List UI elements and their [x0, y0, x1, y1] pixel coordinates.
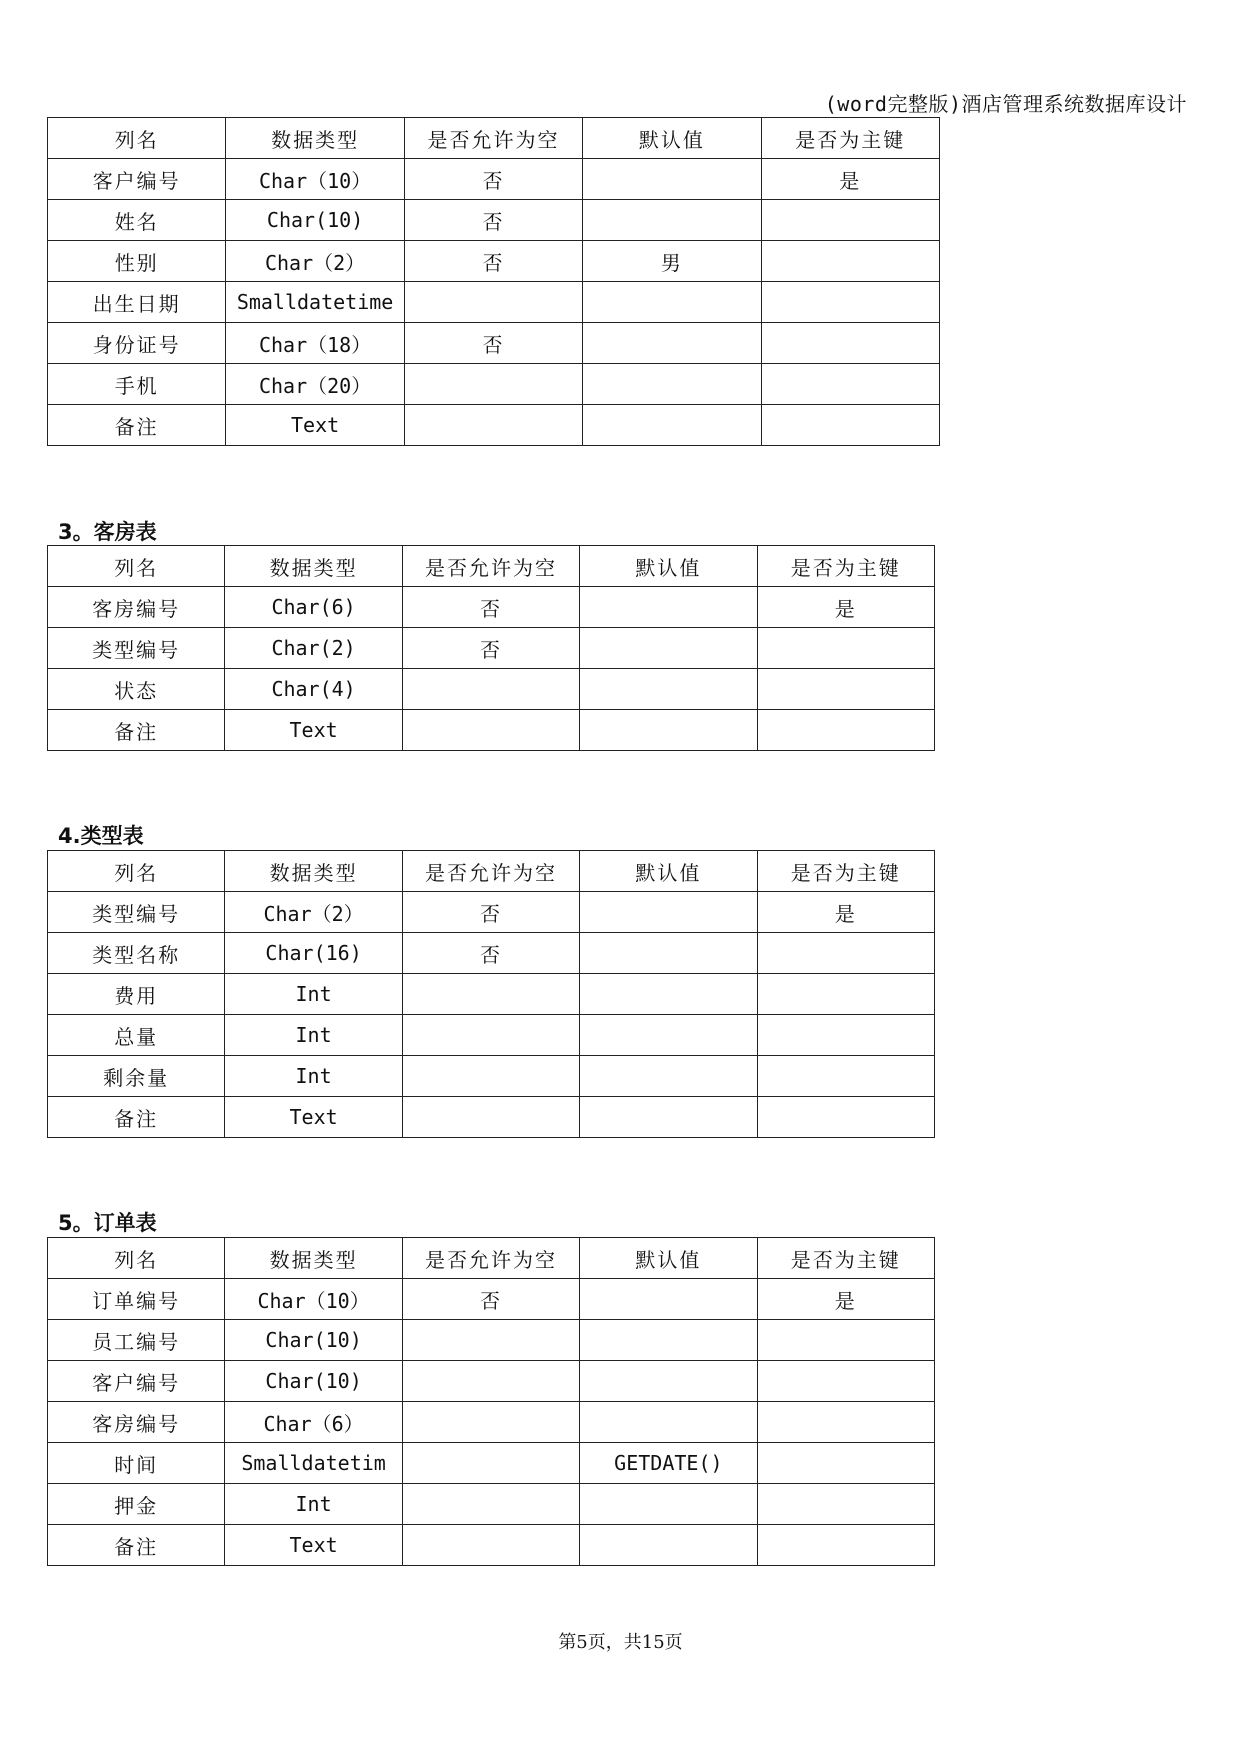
primary-key-cell: [757, 974, 934, 1015]
data-type-cell: Smalldatetim: [225, 1443, 402, 1484]
document-header: (word完整版)酒店管理系统数据库设计: [824, 92, 1187, 116]
column-name-cell: 客户编号: [48, 159, 226, 200]
column-header: 默认值: [580, 1238, 757, 1279]
primary-key-cell: [761, 323, 939, 364]
column-name-cell: 备注: [48, 710, 225, 751]
column-name-cell: 姓名: [48, 200, 226, 241]
column-name-cell: 押金: [48, 1484, 225, 1525]
nullable-cell: 否: [402, 587, 579, 628]
nullable-cell: 否: [404, 200, 582, 241]
table-header-row: [48, 851, 935, 892]
table-row: [48, 282, 940, 323]
table-row: [48, 710, 935, 751]
nullable-cell: 否: [402, 892, 579, 933]
data-type-cell: Char（10）: [225, 1279, 402, 1320]
column-header: 是否允许为空: [402, 851, 579, 892]
table-row: [48, 159, 940, 200]
primary-key-cell: 是: [757, 892, 934, 933]
primary-key-cell: [761, 282, 939, 323]
column-name-cell: 身份证号: [48, 323, 226, 364]
customer-table: [47, 117, 940, 446]
nullable-cell: [402, 1015, 579, 1056]
data-type-cell: Int: [225, 974, 402, 1015]
column-name-cell: 员工编号: [48, 1320, 225, 1361]
table-row: [48, 200, 940, 241]
column-header: 默认值: [580, 546, 757, 587]
data-type-cell: Char（18）: [226, 323, 404, 364]
primary-key-cell: 是: [761, 159, 939, 200]
table-row: [48, 1056, 935, 1097]
column-header: 数据类型: [225, 851, 402, 892]
default-value-cell: [580, 1361, 757, 1402]
table-row: [48, 364, 940, 405]
table-row: [48, 1484, 935, 1525]
data-type-cell: Int: [225, 1484, 402, 1525]
data-type-cell: Int: [225, 1056, 402, 1097]
nullable-cell: [402, 1525, 579, 1566]
primary-key-cell: [757, 628, 934, 669]
nullable-cell: [402, 1402, 579, 1443]
data-type-cell: Text: [225, 710, 402, 751]
room-table: [47, 545, 935, 751]
column-header: 是否允许为空: [402, 1238, 579, 1279]
data-type-cell: Int: [225, 1015, 402, 1056]
default-value-cell: [583, 364, 761, 405]
nullable-cell: 否: [404, 241, 582, 282]
column-name-cell: 客房编号: [48, 587, 225, 628]
default-value-cell: [580, 1279, 757, 1320]
primary-key-cell: 是: [757, 1279, 934, 1320]
nullable-cell: [402, 1361, 579, 1402]
primary-key-cell: [761, 405, 939, 446]
table-row: [48, 1097, 935, 1138]
table-row: [48, 405, 940, 446]
default-value-cell: [580, 892, 757, 933]
nullable-cell: 否: [402, 933, 579, 974]
column-header: 是否为主键: [761, 118, 939, 159]
default-value-cell: [580, 933, 757, 974]
table-header-row: [48, 546, 935, 587]
nullable-cell: [402, 1097, 579, 1138]
default-value-cell: [580, 1525, 757, 1566]
column-header: 列名: [48, 1238, 225, 1279]
column-header: 列名: [48, 118, 226, 159]
default-value-cell: [583, 405, 761, 446]
column-name-cell: 状态: [48, 669, 225, 710]
column-name-cell: 性别: [48, 241, 226, 282]
table-row: [48, 933, 935, 974]
data-type-cell: Text: [226, 405, 404, 446]
primary-key-cell: [761, 200, 939, 241]
data-type-cell: Char（6）: [225, 1402, 402, 1443]
nullable-cell: [404, 364, 582, 405]
default-value-cell: [583, 323, 761, 364]
column-header: 列名: [48, 546, 225, 587]
page-footer: [0, 1628, 1241, 1654]
default-value-cell: [580, 1097, 757, 1138]
primary-key-cell: [757, 933, 934, 974]
column-name-cell: 类型名称: [48, 933, 225, 974]
default-value-cell: 男: [583, 241, 761, 282]
primary-key-cell: [757, 1525, 934, 1566]
table-row: [48, 628, 935, 669]
nullable-cell: [402, 974, 579, 1015]
table-row: [48, 1320, 935, 1361]
default-value-cell: [580, 669, 757, 710]
nullable-cell: 否: [402, 628, 579, 669]
nullable-cell: 否: [404, 323, 582, 364]
table-row: [48, 892, 935, 933]
column-name-cell: 手机: [48, 364, 226, 405]
data-type-cell: Text: [225, 1525, 402, 1566]
nullable-cell: [402, 1320, 579, 1361]
column-header: 是否为主键: [757, 1238, 934, 1279]
default-value-cell: [580, 1320, 757, 1361]
section-title-type-table: 4.类型表: [58, 824, 144, 848]
default-value-cell: [583, 159, 761, 200]
table-row: [48, 974, 935, 1015]
default-value-cell: [580, 628, 757, 669]
type-table: [47, 850, 935, 1138]
nullable-cell: [402, 1443, 579, 1484]
column-name-cell: 剩余量: [48, 1056, 225, 1097]
table-row: [48, 1279, 935, 1320]
primary-key-cell: [757, 710, 934, 751]
default-value-cell: [580, 710, 757, 751]
table-row: [48, 1443, 935, 1484]
section-title-room-table: 3。客房表: [58, 520, 157, 544]
column-header: 是否允许为空: [402, 546, 579, 587]
table-header-row: [48, 118, 940, 159]
data-type-cell: Char(10): [225, 1320, 402, 1361]
column-header: 数据类型: [225, 546, 402, 587]
nullable-cell: [402, 710, 579, 751]
default-value-cell: [580, 587, 757, 628]
column-name-cell: 订单编号: [48, 1279, 225, 1320]
data-type-cell: Char(6): [225, 587, 402, 628]
table-row: [48, 1361, 935, 1402]
data-type-cell: Char（2）: [225, 892, 402, 933]
default-value-cell: [583, 200, 761, 241]
column-header: 列名: [48, 851, 225, 892]
column-name-cell: 类型编号: [48, 628, 225, 669]
column-header: 默认值: [583, 118, 761, 159]
primary-key-cell: [757, 1402, 934, 1443]
table-row: [48, 1402, 935, 1443]
default-value-cell: [580, 1056, 757, 1097]
data-type-cell: Char（20）: [226, 364, 404, 405]
nullable-cell: [402, 669, 579, 710]
primary-key-cell: [757, 1056, 934, 1097]
data-type-cell: Char（10）: [226, 159, 404, 200]
primary-key-cell: [761, 364, 939, 405]
table-row: [48, 669, 935, 710]
table-header-row: [48, 1238, 935, 1279]
data-type-cell: Char(10): [226, 200, 404, 241]
table-row: [48, 1015, 935, 1056]
column-name-cell: 客房编号: [48, 1402, 225, 1443]
primary-key-cell: [761, 241, 939, 282]
column-name-cell: 备注: [48, 1097, 225, 1138]
nullable-cell: 否: [404, 159, 582, 200]
column-name-cell: 费用: [48, 974, 225, 1015]
data-type-cell: Char(4): [225, 669, 402, 710]
nullable-cell: [404, 282, 582, 323]
data-type-cell: Char(2): [225, 628, 402, 669]
data-type-cell: Text: [225, 1097, 402, 1138]
table-row: [48, 1525, 935, 1566]
default-value-cell: [580, 1015, 757, 1056]
column-name-cell: 时间: [48, 1443, 225, 1484]
primary-key-cell: [757, 1443, 934, 1484]
primary-key-cell: [757, 1361, 934, 1402]
table-row: [48, 241, 940, 282]
primary-key-cell: [757, 669, 934, 710]
default-value-cell: [580, 1484, 757, 1525]
column-name-cell: 出生日期: [48, 282, 226, 323]
column-name-cell: 总量: [48, 1015, 225, 1056]
data-type-cell: Char(16): [225, 933, 402, 974]
default-value-cell: [583, 282, 761, 323]
section-title-order-table: 5。订单表: [58, 1211, 157, 1235]
nullable-cell: [402, 1484, 579, 1525]
page-number-label: 第5页，共15页: [558, 1632, 683, 1653]
primary-key-cell: [757, 1015, 934, 1056]
column-name-cell: 备注: [48, 405, 226, 446]
default-value-cell: [580, 1402, 757, 1443]
order-table: [47, 1237, 935, 1566]
primary-key-cell: 是: [757, 587, 934, 628]
column-header: 数据类型: [225, 1238, 402, 1279]
default-value-cell: [580, 974, 757, 1015]
table-row: [48, 587, 935, 628]
data-type-cell: Char（2）: [226, 241, 404, 282]
default-value-cell: GETDATE(): [580, 1443, 757, 1484]
nullable-cell: [402, 1056, 579, 1097]
data-type-cell: Char(10): [225, 1361, 402, 1402]
primary-key-cell: [757, 1097, 934, 1138]
column-name-cell: 客户编号: [48, 1361, 225, 1402]
column-header: 是否为主键: [757, 851, 934, 892]
nullable-cell: 否: [402, 1279, 579, 1320]
column-name-cell: 类型编号: [48, 892, 225, 933]
column-header: 默认值: [580, 851, 757, 892]
column-header: 数据类型: [226, 118, 404, 159]
column-header: 是否为主键: [757, 546, 934, 587]
primary-key-cell: [757, 1484, 934, 1525]
table-row: [48, 323, 940, 364]
data-type-cell: Smalldatetime: [226, 282, 404, 323]
nullable-cell: [404, 405, 582, 446]
column-header: 是否允许为空: [404, 118, 582, 159]
column-name-cell: 备注: [48, 1525, 225, 1566]
primary-key-cell: [757, 1320, 934, 1361]
